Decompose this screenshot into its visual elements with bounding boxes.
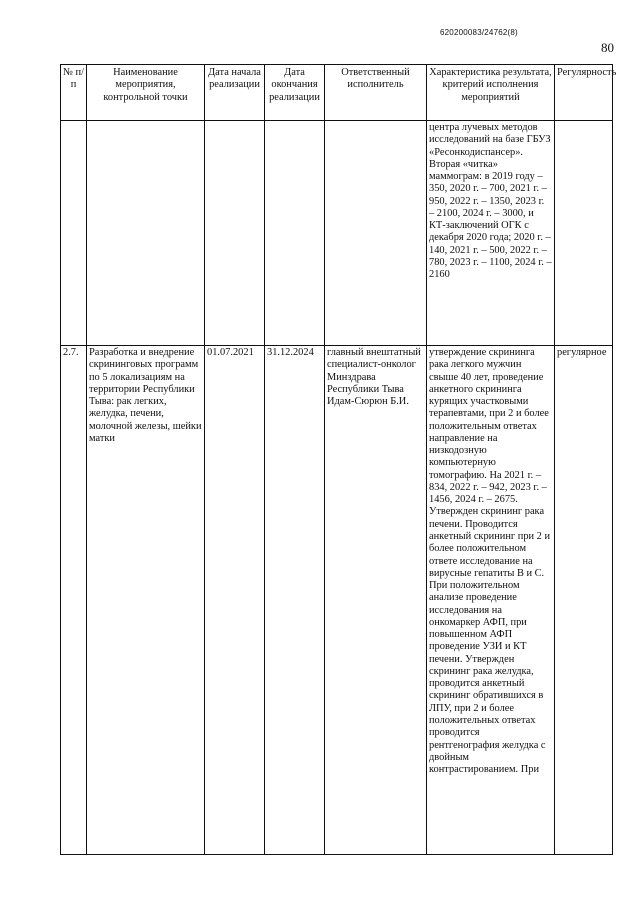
table-header-row xyxy=(61,65,613,121)
table-row xyxy=(61,346,613,855)
row-start-cell: 01.07.2021 xyxy=(205,346,265,855)
col-header-regularity: Регулярность xyxy=(555,65,613,121)
document-code: 620200083/24762(8) xyxy=(440,28,518,37)
row-regularity-cell: регулярное xyxy=(555,346,613,855)
row-regularity-cell xyxy=(555,121,613,346)
col-header-start-date: Дата начала реализации xyxy=(205,65,265,121)
table-row xyxy=(61,121,613,346)
row-name-cell xyxy=(87,121,205,346)
row-number-cell: 2.7. xyxy=(61,346,87,855)
row-end-cell xyxy=(265,121,325,346)
row-responsible-cell xyxy=(325,121,427,346)
row-start-cell xyxy=(205,121,265,346)
col-header-characteristic: Характеристика результата, критерий исполнения мероприятий xyxy=(427,65,555,121)
row-characteristic-cell: центра лучевых методов исследований на базе ГБУЗ «Ресонкодиспансер». Вторая «читка» маммограм: в 2019 году – 350, 2020 г. – 700, 2021 г. – 950, 2022 г. – 1350, 2023 г. – 2100, 2024 г. – 3000, и КТ-заключений ОГК с декабря 2020 года; 2020 г. – 140, 2021 г. – 500, 2022 г. – 780, 2023 г. – 1100, 2024 г. – 2160 xyxy=(427,121,555,346)
page-number: 80 xyxy=(601,40,614,55)
col-header-responsible: Ответственный исполнитель xyxy=(325,65,427,121)
row-end-cell: 31.12.2024 xyxy=(265,346,325,855)
activities-table xyxy=(60,64,617,855)
row-characteristic-cell: утверждение скрининга рака легкого мужчин свыше 40 лет, проведение анкетного скрининга курящих участковыми терапевтами, при 2 и более положительным ответах направление на низкодозную компьютерную томографию. На 2021 г. – 834, 2022 г. – 942, 2023 г. – 1456, 2024 г. – 2675. Утвержден скрининг рака печени. Проводится анкетный скрининг при 2 и более положительном ответе исследование на вирусные гепатиты В и С. При положительном анализе проведение исследования на онкомаркер АФП, при повышенном АФП проведение УЗИ и КТ печени. Утвержден скрининг рака желудка, проводится анкетный скрининг обратившихся в ЛПУ, при 2 и более положительных ответах проводится рентгенография желудка с двойным контрастированием. При xyxy=(427,346,555,855)
row-responsible-cell: главный внештатный специалист-онколог Минздрава Республики Тыва Идам-Сюрюн Б.И. xyxy=(325,346,427,855)
col-header-end-date: Дата окончания реализации xyxy=(265,65,325,121)
row-name-cell: Разработка и внедрение скрининговых программ по 5 локализациям на территории Республики Тыва: рак легких, желудка, печени, молочной железы, шейки матки xyxy=(87,346,205,855)
col-header-number: № п/п xyxy=(61,65,87,121)
row-number-cell xyxy=(61,121,87,346)
col-header-name: Наименование мероприятия, контрольной точки xyxy=(87,65,205,121)
